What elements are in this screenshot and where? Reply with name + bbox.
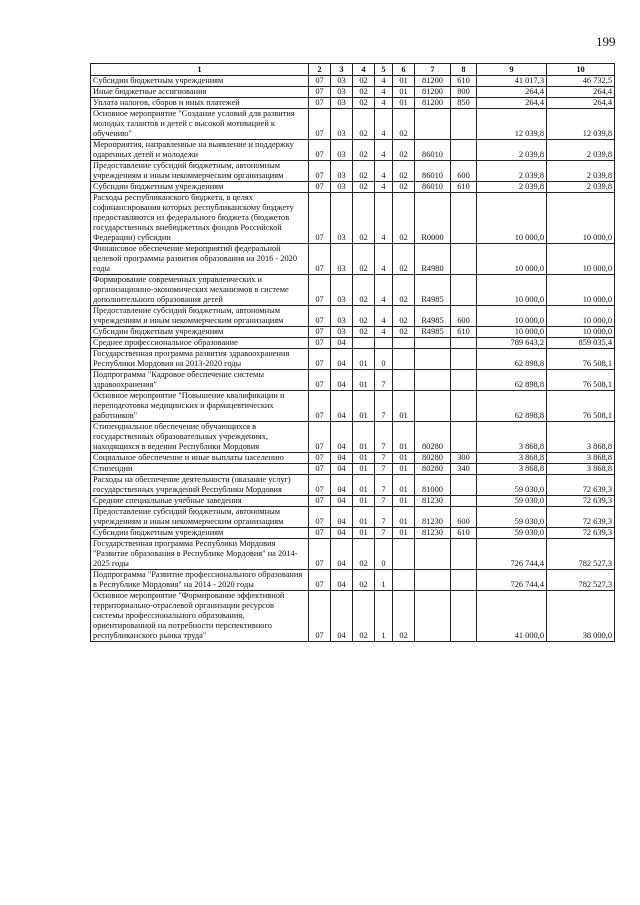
program-code: 02	[353, 306, 375, 327]
section-code: 07	[309, 193, 331, 244]
section-code: 07	[309, 507, 331, 528]
section-code: 07	[309, 109, 331, 140]
direction-code: 81200	[415, 87, 451, 98]
program-code: 01	[353, 464, 375, 475]
subprogram-code: 7	[375, 422, 393, 453]
subprogram-code: 4	[375, 87, 393, 98]
amount-year-2: 2 039,8	[547, 161, 615, 182]
expense-type-code: 600	[451, 507, 477, 528]
program-code: 02	[353, 570, 375, 591]
subprogram-code: 1	[375, 591, 393, 642]
activity-code: 01	[393, 528, 415, 539]
program-code: 01	[353, 496, 375, 507]
subsection-code: 03	[331, 140, 353, 161]
table-row	[91, 539, 615, 570]
table-row	[91, 193, 615, 244]
amount-year-2: 72 639,3	[547, 475, 615, 496]
expense-type-code	[451, 275, 477, 306]
program-code: 02	[353, 161, 375, 182]
section-code: 07	[309, 496, 331, 507]
subprogram-code: 7	[375, 391, 393, 422]
program-code: 01	[353, 391, 375, 422]
subsection-code: 04	[331, 422, 353, 453]
section-code: 07	[309, 76, 331, 87]
section-code: 07	[309, 591, 331, 642]
row-name: Предоставление субсидий бюджетным, автономным учреждениям и иным некоммерческим организациям	[91, 161, 309, 182]
subprogram-code	[375, 338, 393, 349]
activity-code	[393, 370, 415, 391]
section-code: 07	[309, 453, 331, 464]
section-code: 07	[309, 306, 331, 327]
section-code: 07	[309, 391, 331, 422]
expense-type-code	[451, 391, 477, 422]
row-name: Государственная программа Республики Мордовия "Развитие образования в Республике Мордовия" на 2014-2025 годы	[91, 539, 309, 570]
column-header: 10	[547, 64, 615, 76]
column-header: 3	[331, 64, 353, 76]
direction-code	[415, 349, 451, 370]
subprogram-code: 4	[375, 327, 393, 338]
column-header: 4	[353, 64, 375, 76]
section-code: 07	[309, 422, 331, 453]
activity-code	[393, 349, 415, 370]
row-name: Субсидии бюджетным учреждениям	[91, 327, 309, 338]
amount-year-1: 10 000,0	[477, 244, 547, 275]
subprogram-code: 7	[375, 370, 393, 391]
section-code: 07	[309, 327, 331, 338]
amount-year-1: 726 744,4	[477, 539, 547, 570]
table-row	[91, 338, 615, 349]
activity-code	[393, 338, 415, 349]
table-row	[91, 570, 615, 591]
program-code: 01	[353, 349, 375, 370]
column-header: 2	[309, 64, 331, 76]
row-name: Иные бюджетные ассигнования	[91, 87, 309, 98]
amount-year-2: 264,4	[547, 87, 615, 98]
table-row	[91, 327, 615, 338]
activity-code: 01	[393, 475, 415, 496]
table-row	[91, 528, 615, 539]
amount-year-2: 3 868,8	[547, 464, 615, 475]
subsection-code: 04	[331, 507, 353, 528]
amount-year-2: 3 868,8	[547, 453, 615, 464]
column-header: 9	[477, 64, 547, 76]
column-number-row	[91, 64, 615, 76]
row-name: Предоставление субсидий бюджетным, автономным учреждениям и иным некоммерческим организациям	[91, 306, 309, 327]
amount-year-1: 62 898,8	[477, 370, 547, 391]
row-name: Формирование современных управленческих и организационно-экономических механизмов в системе дополнительного образования детей	[91, 275, 309, 306]
amount-year-1: 62 898,8	[477, 349, 547, 370]
section-code: 07	[309, 464, 331, 475]
budget-table	[90, 63, 615, 642]
amount-year-1: 264,4	[477, 98, 547, 109]
column-header: 8	[451, 64, 477, 76]
subprogram-code: 1	[375, 570, 393, 591]
expense-type-code: 610	[451, 327, 477, 338]
table-row	[91, 591, 615, 642]
program-code: 02	[353, 76, 375, 87]
subsection-code: 04	[331, 453, 353, 464]
row-name: Подпрограмма "Кадровое обеспечение системы здравоохранения"	[91, 370, 309, 391]
section-code: 07	[309, 570, 331, 591]
amount-year-2: 2 039,8	[547, 140, 615, 161]
subprogram-code: 4	[375, 98, 393, 109]
program-code	[353, 338, 375, 349]
activity-code: 02	[393, 244, 415, 275]
table-row	[91, 306, 615, 327]
section-code: 07	[309, 244, 331, 275]
amount-year-1: 3 868,8	[477, 422, 547, 453]
expense-type-code	[451, 244, 477, 275]
subprogram-code: 7	[375, 496, 393, 507]
amount-year-1: 2 039,8	[477, 182, 547, 193]
direction-code	[415, 370, 451, 391]
expense-type-code	[451, 370, 477, 391]
expense-type-code	[451, 109, 477, 140]
row-name: Субсидии бюджетным учреждениям	[91, 182, 309, 193]
row-name: Основное мероприятие "Формирование эффективной территориально-отраслевой организации ресурсов системы профессионального образования, ориентированной на потребности перспективного республиканского рынка труда"	[91, 591, 309, 642]
table-row	[91, 109, 615, 140]
activity-code	[393, 570, 415, 591]
program-code: 02	[353, 140, 375, 161]
column-header: 7	[415, 64, 451, 76]
direction-code: 81230	[415, 496, 451, 507]
expense-type-code: 600	[451, 161, 477, 182]
row-name: Расходы на обеспечение деятельности (оказание услуг) государственных учреждений Республики Мордовия	[91, 475, 309, 496]
amount-year-1: 59 030,0	[477, 507, 547, 528]
amount-year-2: 10 000,0	[547, 327, 615, 338]
section-code: 07	[309, 182, 331, 193]
program-code: 02	[353, 98, 375, 109]
expense-type-code: 600	[451, 306, 477, 327]
subprogram-code: 4	[375, 109, 393, 140]
amount-year-1: 10 000,0	[477, 327, 547, 338]
amount-year-1: 10 000,0	[477, 193, 547, 244]
table-row	[91, 370, 615, 391]
subsection-code: 03	[331, 327, 353, 338]
program-code: 01	[353, 370, 375, 391]
expense-type-code	[451, 475, 477, 496]
expense-type-code	[451, 496, 477, 507]
row-name: Социальное обеспечение и иные выплаты населению	[91, 453, 309, 464]
row-name: Предоставление субсидий бюджетным, автономным учреждениям и иным некоммерческим организациям	[91, 507, 309, 528]
direction-code: 86010	[415, 140, 451, 161]
row-name: Субсидии бюджетным учреждениям	[91, 76, 309, 87]
subprogram-code: 4	[375, 76, 393, 87]
section-code: 07	[309, 98, 331, 109]
program-code: 02	[353, 327, 375, 338]
amount-year-1: 789 643,2	[477, 338, 547, 349]
expense-type-code	[451, 338, 477, 349]
expense-type-code: 610	[451, 528, 477, 539]
direction-code: R4985	[415, 327, 451, 338]
subsection-code: 03	[331, 306, 353, 327]
subsection-code: 04	[331, 528, 353, 539]
subsection-code: 03	[331, 161, 353, 182]
expense-type-code: 800	[451, 87, 477, 98]
activity-code: 02	[393, 182, 415, 193]
amount-year-1: 41 017,3	[477, 76, 547, 87]
amount-year-2: 76 508,1	[547, 391, 615, 422]
expense-type-code	[451, 570, 477, 591]
activity-code: 01	[393, 507, 415, 528]
table-row	[91, 422, 615, 453]
subsection-code: 04	[331, 570, 353, 591]
activity-code: 01	[393, 391, 415, 422]
direction-code: 86010	[415, 182, 451, 193]
program-code: 02	[353, 539, 375, 570]
row-name: Уплата налогов, сборов и иных платежей	[91, 98, 309, 109]
activity-code: 02	[393, 275, 415, 306]
amount-year-1: 62 898,8	[477, 391, 547, 422]
program-code: 02	[353, 591, 375, 642]
activity-code: 02	[393, 109, 415, 140]
program-code: 01	[353, 507, 375, 528]
activity-code: 02	[393, 306, 415, 327]
direction-code: 81230	[415, 507, 451, 528]
direction-code: R4985	[415, 306, 451, 327]
amount-year-2: 12 039,8	[547, 109, 615, 140]
expense-type-code	[451, 591, 477, 642]
direction-code: R4980	[415, 244, 451, 275]
subsection-code: 03	[331, 275, 353, 306]
section-code: 07	[309, 338, 331, 349]
subsection-code: 03	[331, 182, 353, 193]
amount-year-2: 76 508,1	[547, 349, 615, 370]
expense-type-code: 610	[451, 76, 477, 87]
activity-code: 02	[393, 591, 415, 642]
direction-code: 80280	[415, 453, 451, 464]
row-name: Основное мероприятие "Повышение квалификации и переподготовка медицинских и фармацевтических работников"	[91, 391, 309, 422]
direction-code: R0000	[415, 193, 451, 244]
activity-code: 01	[393, 496, 415, 507]
row-name: Расходы республиканского бюджета, в целях софинансирования которых республиканскому бюджету предоставляются из федерального бюджета (бюджетов государственных внебюджетных фондов Российской Федерации) субсидии	[91, 193, 309, 244]
program-code: 02	[353, 182, 375, 193]
direction-code	[415, 539, 451, 570]
program-code: 01	[353, 475, 375, 496]
activity-code: 01	[393, 464, 415, 475]
row-name: Основное мероприятие "Создание условий для развития молодых талантов и детей с высокой мотивацией к обучению"	[91, 109, 309, 140]
activity-code: 01	[393, 76, 415, 87]
activity-code: 02	[393, 161, 415, 182]
amount-year-1: 59 030,0	[477, 528, 547, 539]
amount-year-1: 3 868,8	[477, 453, 547, 464]
activity-code: 01	[393, 98, 415, 109]
subsection-code: 04	[331, 370, 353, 391]
program-code: 01	[353, 528, 375, 539]
expense-type-code: 300	[451, 453, 477, 464]
subprogram-code: 4	[375, 275, 393, 306]
table-row	[91, 182, 615, 193]
page-number: 199	[596, 34, 616, 49]
table-row	[91, 161, 615, 182]
amount-year-2: 10 000,0	[547, 306, 615, 327]
direction-code: 81000	[415, 475, 451, 496]
activity-code	[393, 539, 415, 570]
subprogram-code: 7	[375, 475, 393, 496]
subsection-code: 04	[331, 338, 353, 349]
subsection-code: 04	[331, 391, 353, 422]
table-row	[91, 475, 615, 496]
expense-type-code	[451, 140, 477, 161]
amount-year-2: 3 868,8	[547, 422, 615, 453]
program-code: 02	[353, 275, 375, 306]
section-code: 07	[309, 161, 331, 182]
amount-year-1: 59 030,0	[477, 475, 547, 496]
amount-year-1: 2 039,8	[477, 140, 547, 161]
direction-code: 80280	[415, 422, 451, 453]
section-code: 07	[309, 539, 331, 570]
subprogram-code: 4	[375, 182, 393, 193]
row-name: Государственная программа развития здравоохранения Республики Мордовия на 2013-2020 годы	[91, 349, 309, 370]
expense-type-code	[451, 193, 477, 244]
amount-year-1: 2 039,8	[477, 161, 547, 182]
table-row	[91, 507, 615, 528]
subprogram-code: 4	[375, 306, 393, 327]
direction-code	[415, 591, 451, 642]
table-row	[91, 453, 615, 464]
column-header: 6	[393, 64, 415, 76]
row-name: Подпрограмма "Развитие профессионального образования в Республике Мордовия" на 2014 - 2020 годы	[91, 570, 309, 591]
amount-year-2: 2 039,8	[547, 182, 615, 193]
table-row	[91, 244, 615, 275]
table-row	[91, 275, 615, 306]
amount-year-1: 3 868,8	[477, 464, 547, 475]
section-code: 07	[309, 87, 331, 98]
subprogram-code: 4	[375, 161, 393, 182]
amount-year-1: 41 000,0	[477, 591, 547, 642]
activity-code: 01	[393, 422, 415, 453]
direction-code	[415, 338, 451, 349]
subprogram-code: 0	[375, 539, 393, 570]
direction-code: 81230	[415, 528, 451, 539]
row-name: Мероприятия, направленные на выявление и поддержку одаренных детей и молодежи	[91, 140, 309, 161]
amount-year-1: 726 744,4	[477, 570, 547, 591]
table-row	[91, 140, 615, 161]
amount-year-2: 72 639,3	[547, 528, 615, 539]
program-code: 02	[353, 193, 375, 244]
subsection-code: 04	[331, 349, 353, 370]
section-code: 07	[309, 528, 331, 539]
program-code: 02	[353, 109, 375, 140]
subprogram-code: 4	[375, 193, 393, 244]
amount-year-2: 782 527,3	[547, 539, 615, 570]
expense-type-code: 850	[451, 98, 477, 109]
subsection-code: 03	[331, 98, 353, 109]
row-name: Среднее профессиональное образование	[91, 338, 309, 349]
subsection-code: 04	[331, 475, 353, 496]
amount-year-1: 12 039,8	[477, 109, 547, 140]
direction-code	[415, 109, 451, 140]
subsection-code: 03	[331, 109, 353, 140]
activity-code: 02	[393, 327, 415, 338]
amount-year-2: 10 000,0	[547, 244, 615, 275]
program-code: 02	[353, 244, 375, 275]
row-name: Стипендии	[91, 464, 309, 475]
column-header: 1	[91, 64, 309, 76]
section-code: 07	[309, 370, 331, 391]
section-code: 07	[309, 475, 331, 496]
expense-type-code	[451, 422, 477, 453]
amount-year-1: 59 030,0	[477, 496, 547, 507]
amount-year-2: 264,4	[547, 98, 615, 109]
amount-year-2: 46 732,5	[547, 76, 615, 87]
expense-type-code	[451, 539, 477, 570]
direction-code: 80280	[415, 464, 451, 475]
section-code: 07	[309, 349, 331, 370]
activity-code: 02	[393, 140, 415, 161]
subsection-code: 03	[331, 76, 353, 87]
subsection-code: 03	[331, 193, 353, 244]
amount-year-2: 76 508,1	[547, 370, 615, 391]
direction-code: 81200	[415, 98, 451, 109]
subprogram-code: 4	[375, 140, 393, 161]
table-row	[91, 496, 615, 507]
program-code: 01	[353, 422, 375, 453]
amount-year-1: 10 000,0	[477, 275, 547, 306]
direction-code: 81200	[415, 76, 451, 87]
amount-year-2: 782 527,3	[547, 570, 615, 591]
column-header: 5	[375, 64, 393, 76]
expense-type-code: 610	[451, 182, 477, 193]
subsection-code: 04	[331, 539, 353, 570]
subsection-code: 04	[331, 496, 353, 507]
direction-code: 86010	[415, 161, 451, 182]
subprogram-code: 7	[375, 507, 393, 528]
amount-year-2: 38 000,0	[547, 591, 615, 642]
row-name: Субсидии бюджетным учреждениям	[91, 528, 309, 539]
table-row	[91, 76, 615, 87]
amount-year-2: 10 000,0	[547, 275, 615, 306]
direction-code: R4985	[415, 275, 451, 306]
subprogram-code: 7	[375, 464, 393, 475]
direction-code	[415, 391, 451, 422]
subsection-code: 04	[331, 464, 353, 475]
subprogram-code: 4	[375, 244, 393, 275]
activity-code: 01	[393, 453, 415, 464]
subsection-code: 04	[331, 591, 353, 642]
amount-year-2: 72 639,3	[547, 507, 615, 528]
subprogram-code: 7	[375, 453, 393, 464]
amount-year-1: 264,4	[477, 87, 547, 98]
amount-year-2: 10 000,0	[547, 193, 615, 244]
table-row	[91, 98, 615, 109]
amount-year-2: 859 035,4	[547, 338, 615, 349]
table-row	[91, 349, 615, 370]
activity-code: 02	[393, 193, 415, 244]
subsection-code: 03	[331, 244, 353, 275]
activity-code: 01	[393, 87, 415, 98]
row-name: Средние специальные учебные заведения	[91, 496, 309, 507]
row-name: Стипендиальное обеспечение обучающихся в государственных образовательных учреждениях, находящихся в ведении Республики Мордовия	[91, 422, 309, 453]
subsection-code: 03	[331, 87, 353, 98]
table-row	[91, 391, 615, 422]
table-row	[91, 464, 615, 475]
subprogram-code: 7	[375, 528, 393, 539]
direction-code	[415, 570, 451, 591]
section-code: 07	[309, 275, 331, 306]
row-name: Финансовое обеспечение мероприятий федеральной целевой программы развития образования на 2016 - 2020 годы	[91, 244, 309, 275]
program-code: 02	[353, 87, 375, 98]
section-code: 07	[309, 140, 331, 161]
amount-year-1: 10 000,0	[477, 306, 547, 327]
expense-type-code: 340	[451, 464, 477, 475]
subprogram-code: 0	[375, 349, 393, 370]
table-row	[91, 87, 615, 98]
amount-year-2: 72 639,3	[547, 496, 615, 507]
program-code: 01	[353, 453, 375, 464]
expense-type-code	[451, 349, 477, 370]
